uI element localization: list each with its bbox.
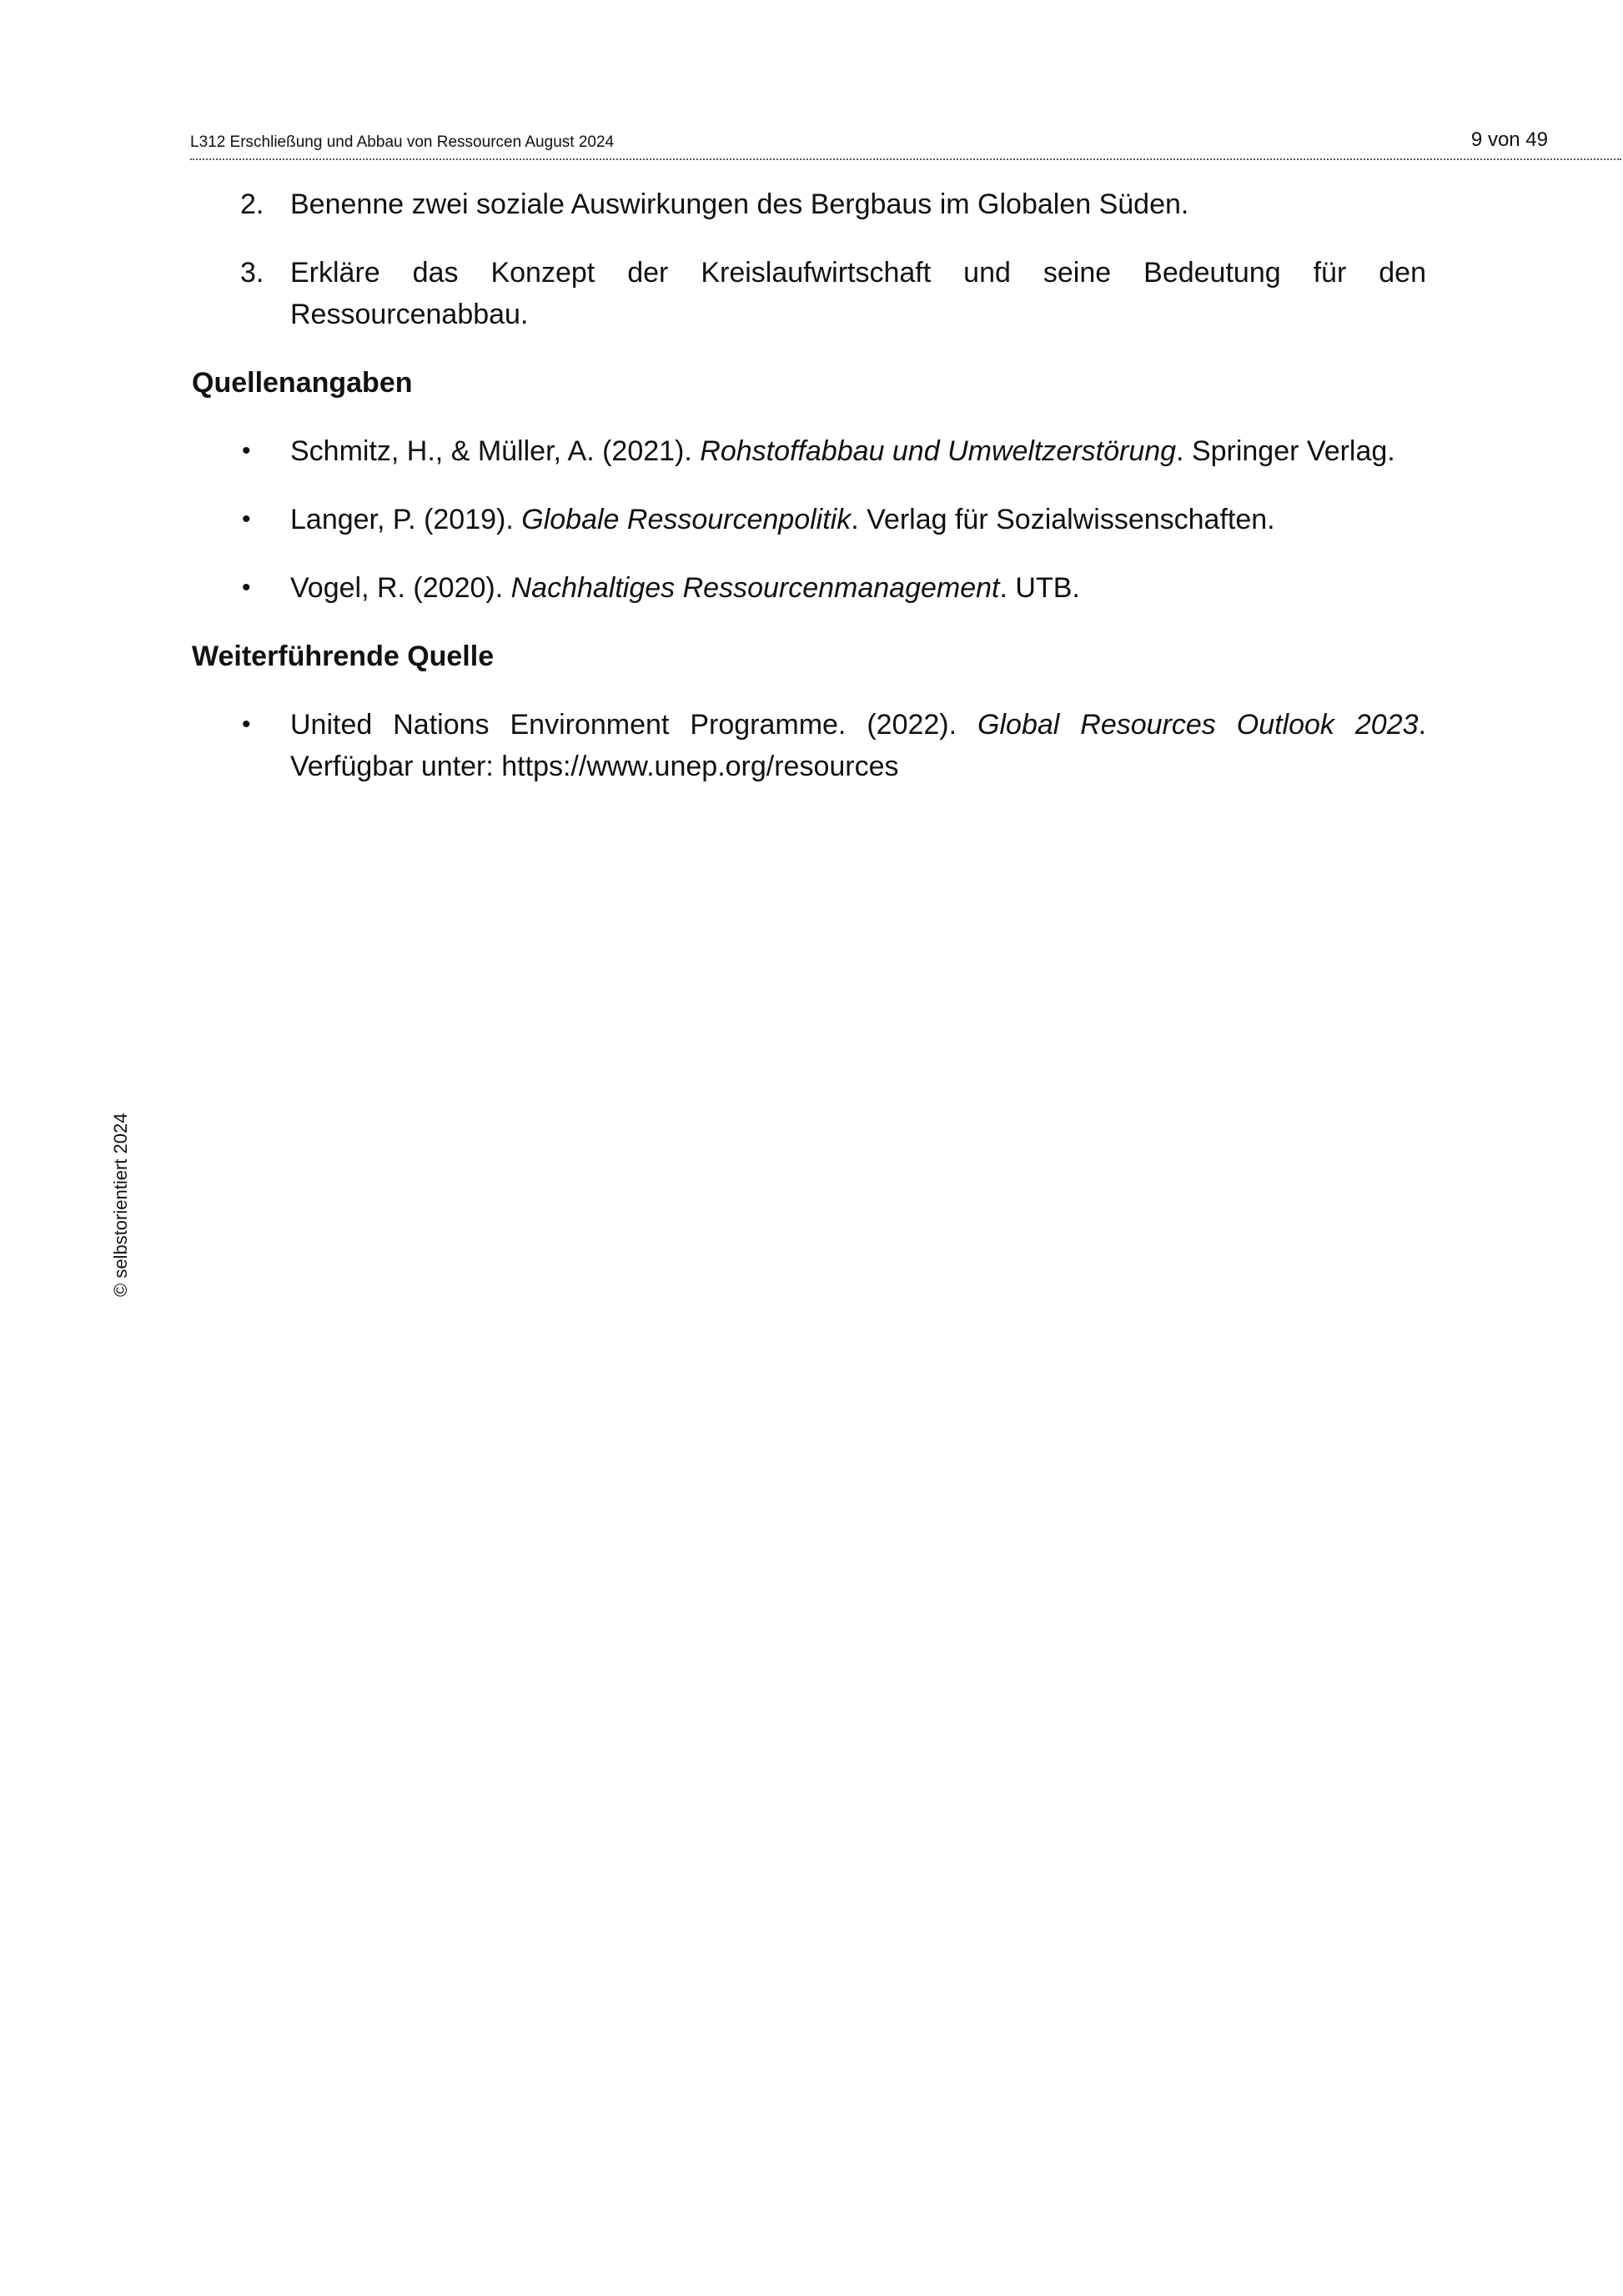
- source-post: . Springer Verlag.: [1176, 435, 1395, 467]
- source-item: [192, 567, 1426, 609]
- task-item: [192, 252, 1426, 335]
- task-text: Erkläre das Konzept der Kreislaufwirtschaft und seine Bedeutung für den Ressourcenabbau.: [290, 257, 1426, 330]
- source-post: . Verlag für Sozialwissenschaften.: [851, 504, 1275, 535]
- source-title: Globale Ressourcenpolitik: [521, 504, 852, 535]
- sources-heading: Quellenangaben: [192, 367, 413, 399]
- task-text: Benenne zwei soziale Auswirkungen des Bergbaus im Globalen Süden.: [290, 188, 1189, 220]
- source-item: [192, 499, 1426, 540]
- header-page-number: 9 von 49: [1470, 128, 1548, 151]
- further-source-item: [192, 704, 1426, 787]
- task-item: [192, 183, 1426, 225]
- source-pre: Vogel, R. (2020).: [290, 572, 511, 604]
- source-post: . Verfügbar unter: https://www.unep.org/resources: [290, 709, 1426, 782]
- source-post: . UTB.: [999, 572, 1080, 604]
- side-copyright: [109, 1080, 133, 1297]
- bullet-icon: •: [242, 574, 251, 601]
- source-pre: Schmitz, H., & Müller, A. (2021).: [290, 435, 701, 467]
- page-header: [190, 125, 1621, 160]
- document-body: [192, 183, 1426, 814]
- task-number: 2.: [240, 188, 264, 220]
- source-item: [192, 430, 1426, 472]
- task-number: 3.: [240, 257, 264, 289]
- source-title: Nachhaltiges Ressourcenmanagement: [510, 572, 1000, 604]
- bullet-icon: •: [242, 711, 251, 738]
- source-pre: Langer, P. (2019).: [290, 504, 522, 535]
- source-title: Global Resources Outlook 2023: [977, 709, 1419, 741]
- bullet-icon: •: [242, 437, 251, 465]
- bullet-icon: •: [242, 505, 251, 533]
- source-title: Rohstoffabbau und Umweltzerstörung: [700, 435, 1177, 467]
- source-pre: United Nations Environment Programme. (2022).: [290, 709, 978, 741]
- further-source-heading: Weiterführende Quelle: [192, 641, 495, 672]
- header-title: L312 Erschließung und Abbau von Ressourcen August 2024: [190, 133, 615, 151]
- side-copyright-text: © selbstorientiert 2024: [110, 1113, 131, 1297]
